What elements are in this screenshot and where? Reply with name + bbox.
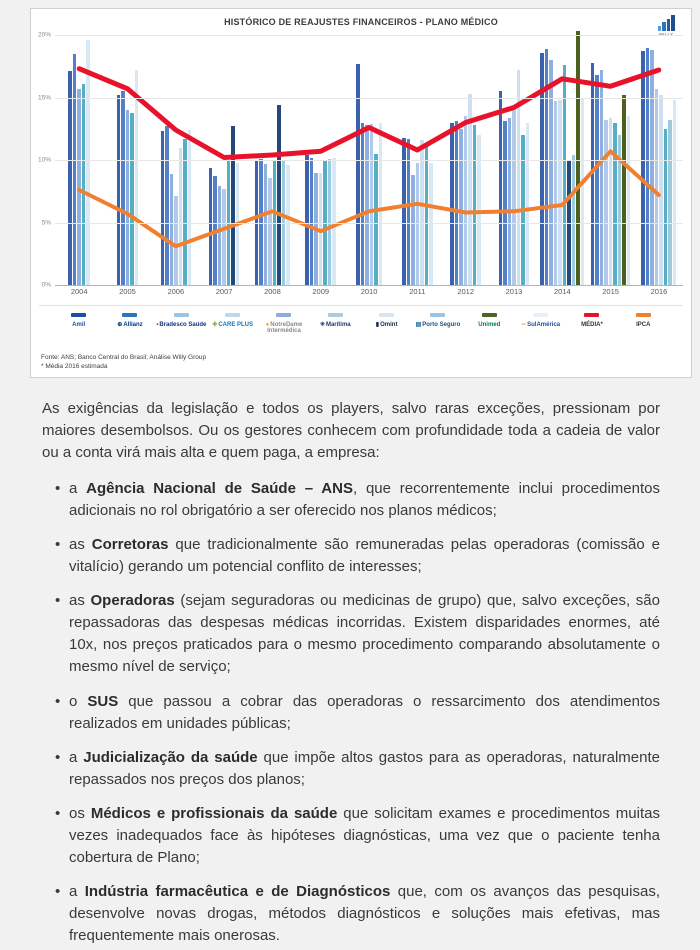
y-tick-label: 5% <box>41 219 51 226</box>
legend-swatch <box>276 313 291 317</box>
bar <box>545 49 549 285</box>
legend-logo: ▤Porto Seguro <box>415 321 461 328</box>
brand-icon: ● <box>265 321 270 328</box>
plot-wrap <box>37 31 683 311</box>
bar <box>365 125 369 285</box>
legend-item-porto-seguro <box>412 313 463 335</box>
y-tick-label: 0% <box>41 281 51 289</box>
brand-icon: ✚ <box>212 321 218 328</box>
bar <box>503 121 507 285</box>
bar <box>268 178 272 286</box>
bullet-item: • a Indústria farmacêutica e de Diagnósticos que, com os avanços das pesquisas, desenvolve novas drogas, métodos diagnósticos e soluções mais efetivas, mas frequentemente mais onerosas. <box>55 881 660 947</box>
legend-logo: ▪Bradesco Saúde <box>156 321 207 328</box>
brand-icon: ▤ <box>415 321 422 328</box>
bullet-item: • a Judicialização da saúde que impõe altos gastos para as operadoras, naturalmente repassados nos preços dos planos; <box>55 747 660 791</box>
x-tick-label: 2007 <box>215 287 233 296</box>
x-tick-label: 2015 <box>602 287 619 296</box>
legend-swatch <box>174 313 189 317</box>
bar <box>379 123 383 286</box>
bar <box>455 121 459 285</box>
bullet-bold-term: Operadoras <box>90 592 175 610</box>
legend-swatch <box>225 313 240 317</box>
bar <box>613 123 617 286</box>
x-tick-label: 2012 <box>457 287 474 296</box>
legend-swatch <box>328 313 343 317</box>
legend-logo: IPCA <box>636 321 651 328</box>
bar <box>370 124 374 285</box>
legend-item-sulam-rica <box>515 313 566 335</box>
legend-item-bradesco-sa-de <box>156 313 207 335</box>
bar <box>361 123 365 286</box>
legend-swatch <box>636 313 651 317</box>
bar <box>659 95 663 285</box>
bullet-bold-term: Agência Nacional de Saúde – ANS <box>86 480 353 498</box>
bar <box>264 164 268 285</box>
chart-footnote <box>41 353 206 373</box>
bar <box>179 148 183 286</box>
bullet-bold-term: Indústria farmacêutica e de Diagnósticos <box>84 882 391 900</box>
gridline <box>55 160 683 161</box>
bar <box>459 129 463 285</box>
legend-swatch <box>584 313 599 317</box>
chart-card <box>30 8 692 378</box>
x-tick-label: 2016 <box>650 287 668 296</box>
gridline <box>55 285 683 286</box>
bullet-bold-term: SUS <box>87 692 119 710</box>
bar <box>521 135 525 285</box>
gridline <box>55 223 683 224</box>
bar <box>416 163 420 286</box>
bullet-item: • as Operadoras (sejam seguradoras ou medicinas de grupo) que, salvo exceções, são repassadoras das despesas médicas incorridas. Existem disparidades enormes, até 10x, nos preços praticados para o mesmo procedimento comparando absolutamente o mesmo nível de serviço; <box>55 590 660 678</box>
bar <box>549 60 553 285</box>
legend-swatch <box>482 313 497 317</box>
bar <box>170 174 174 285</box>
bar <box>576 31 580 285</box>
legend-swatch <box>430 313 445 317</box>
x-tick-label: 2009 <box>312 287 330 296</box>
legend-logo: ●NotreDame Intermédica <box>265 321 303 335</box>
x-tick-label: 2010 <box>360 287 378 296</box>
bar <box>517 70 521 285</box>
bar <box>314 173 318 286</box>
legend-item-unimed <box>464 313 515 335</box>
legend-swatch <box>533 313 548 317</box>
legend-logo: ⊕Allianz <box>117 321 143 328</box>
bar <box>82 84 86 285</box>
bar <box>429 163 433 286</box>
bar <box>622 95 626 285</box>
bullet-bold-term: Judicialização da saúde <box>83 748 258 766</box>
x-axis <box>55 287 683 296</box>
legend-logo: Amil <box>72 321 86 328</box>
x-tick-label: 2011 <box>409 287 426 296</box>
legend-item-care-plus <box>207 313 258 335</box>
bar <box>554 101 558 285</box>
bar <box>213 176 217 285</box>
x-tick-label: 2005 <box>119 287 136 296</box>
bar <box>600 70 604 285</box>
willy-bars-icon <box>651 15 681 31</box>
bar <box>664 129 668 285</box>
legend-logo: ∼SulAmérica <box>521 321 561 328</box>
bar <box>595 75 599 285</box>
bullet-item: • as Corretoras que tradicionalmente são remuneradas pelas operadoras (comissão e vitalício) gerando um potencial conflito de interesses; <box>55 534 660 578</box>
chart-legend <box>39 305 683 335</box>
bullet-bold-term: Médicos e profissionais da saúde <box>90 804 338 822</box>
bar <box>464 116 468 285</box>
bar <box>126 110 130 285</box>
bar <box>468 94 472 285</box>
bar <box>450 123 454 286</box>
bar <box>604 120 608 285</box>
bar <box>581 98 585 286</box>
bar <box>668 120 672 285</box>
intro-paragraph: As exigências da legislação e todos os players, salvo raras exceções, pressionam por maiores desembolsos. Ou os gestores conhecem com profundidade toda a cadeia de valor ou a conta virá mais alta e quem paga, a empresa: <box>42 400 660 462</box>
bar <box>222 189 226 285</box>
brand-icon: ⊕ <box>117 321 123 328</box>
legend-logo: ▮Omint <box>375 321 398 328</box>
legend-item-amil <box>53 313 104 335</box>
bar <box>165 126 169 285</box>
source-line: Fonte: ANS; Banco Central do Brasil; Análise Willy Group <box>41 353 207 361</box>
legend-swatch <box>71 313 86 317</box>
bar <box>209 168 213 286</box>
bar <box>188 130 192 285</box>
bar <box>77 89 81 285</box>
bar <box>558 100 562 285</box>
legend-logo: ✚CARE PLUS <box>212 321 253 328</box>
bar <box>411 175 415 285</box>
legend-item-ipca <box>618 313 669 335</box>
x-tick-label: 2006 <box>167 287 185 296</box>
bar <box>655 89 659 285</box>
legend-item-mar-tima <box>310 313 361 335</box>
bar <box>512 110 516 285</box>
bar <box>236 163 240 286</box>
chart-title: HISTÓRICO DE REAJUSTES FINANCEIROS - PLANO MÉDICO <box>224 17 498 27</box>
bar <box>591 63 595 286</box>
x-tick-label: 2008 <box>264 287 281 296</box>
brand-icon: ▪ <box>156 321 159 328</box>
bar <box>420 140 424 285</box>
bar <box>231 126 235 285</box>
bar <box>646 48 650 286</box>
y-tick-label: 20% <box>37 31 51 39</box>
bar <box>477 135 481 285</box>
bar <box>277 105 281 285</box>
bar <box>673 100 677 285</box>
y-tick-label: 15% <box>37 94 51 101</box>
bullet-item: • o SUS que passou a cobrar das operadoras o ressarcimento dos atendimentos realizados em unidades públicas; <box>55 691 660 735</box>
bar <box>135 70 139 285</box>
brand-icon: ∼ <box>521 321 527 328</box>
legend-logo: MÉDIA* <box>581 321 603 328</box>
bar <box>627 116 631 285</box>
bar <box>305 155 309 285</box>
legend-item-omint <box>361 313 412 335</box>
bar <box>117 95 121 285</box>
bar <box>650 50 654 285</box>
bar <box>473 125 477 285</box>
y-tick-label: 10% <box>37 156 51 164</box>
legend-swatch <box>122 313 137 317</box>
bar <box>319 173 323 286</box>
plot-area <box>55 35 683 285</box>
brand-icon: ▮ <box>375 321 380 328</box>
bar <box>310 158 314 286</box>
bar <box>641 51 645 285</box>
bar <box>618 135 622 285</box>
legend-item-m-dia- <box>566 313 617 335</box>
bar <box>73 54 77 285</box>
x-tick-label: 2004 <box>70 287 88 296</box>
legend-item-allianz <box>104 313 155 335</box>
bar <box>121 91 125 285</box>
bar <box>526 123 530 286</box>
legend-item-notredame-interm-dica <box>258 313 309 335</box>
bar <box>86 40 90 285</box>
bullet-list <box>42 478 660 947</box>
bullet-item: • os Médicos e profissionais da saúde que solicitam exames e procedimentos muitas vezes inadequados face às hipóteses diagnósticas, uma vez que o paciente tenha cobertura de Plano; <box>55 803 660 869</box>
willy-logo <box>651 15 681 37</box>
brand-icon: ✳ <box>319 321 325 328</box>
bar <box>425 144 429 285</box>
legend-swatch <box>379 313 394 317</box>
bar <box>332 158 336 286</box>
bar <box>161 131 165 285</box>
x-tick-label: 2013 <box>505 287 523 296</box>
bar <box>68 71 72 285</box>
footnote-line: * Média 2016 estimada <box>41 363 108 371</box>
bar <box>174 196 178 285</box>
y-axis <box>37 31 53 289</box>
bar <box>572 155 576 285</box>
gridline <box>55 35 683 36</box>
legend-logo: ✳Marítima <box>319 321 351 328</box>
gridline <box>55 98 683 99</box>
bar <box>218 186 222 285</box>
bullet-bold-term: Corretoras <box>91 536 169 554</box>
x-tick-label: 2014 <box>553 287 571 296</box>
legend-logo: Unimed <box>478 321 501 328</box>
bar <box>540 53 544 286</box>
bar <box>609 118 613 286</box>
bar <box>508 118 512 286</box>
bullet-item: • a Agência Nacional de Saúde – ANS, que recorrentemente inclui procedimentos adicionais no rol obrigatório a ser oferecido nos planos médicos; <box>55 478 660 522</box>
bar <box>130 113 134 286</box>
bar <box>499 91 503 285</box>
bar <box>286 165 290 285</box>
bar <box>374 154 378 285</box>
body-text <box>42 398 660 950</box>
